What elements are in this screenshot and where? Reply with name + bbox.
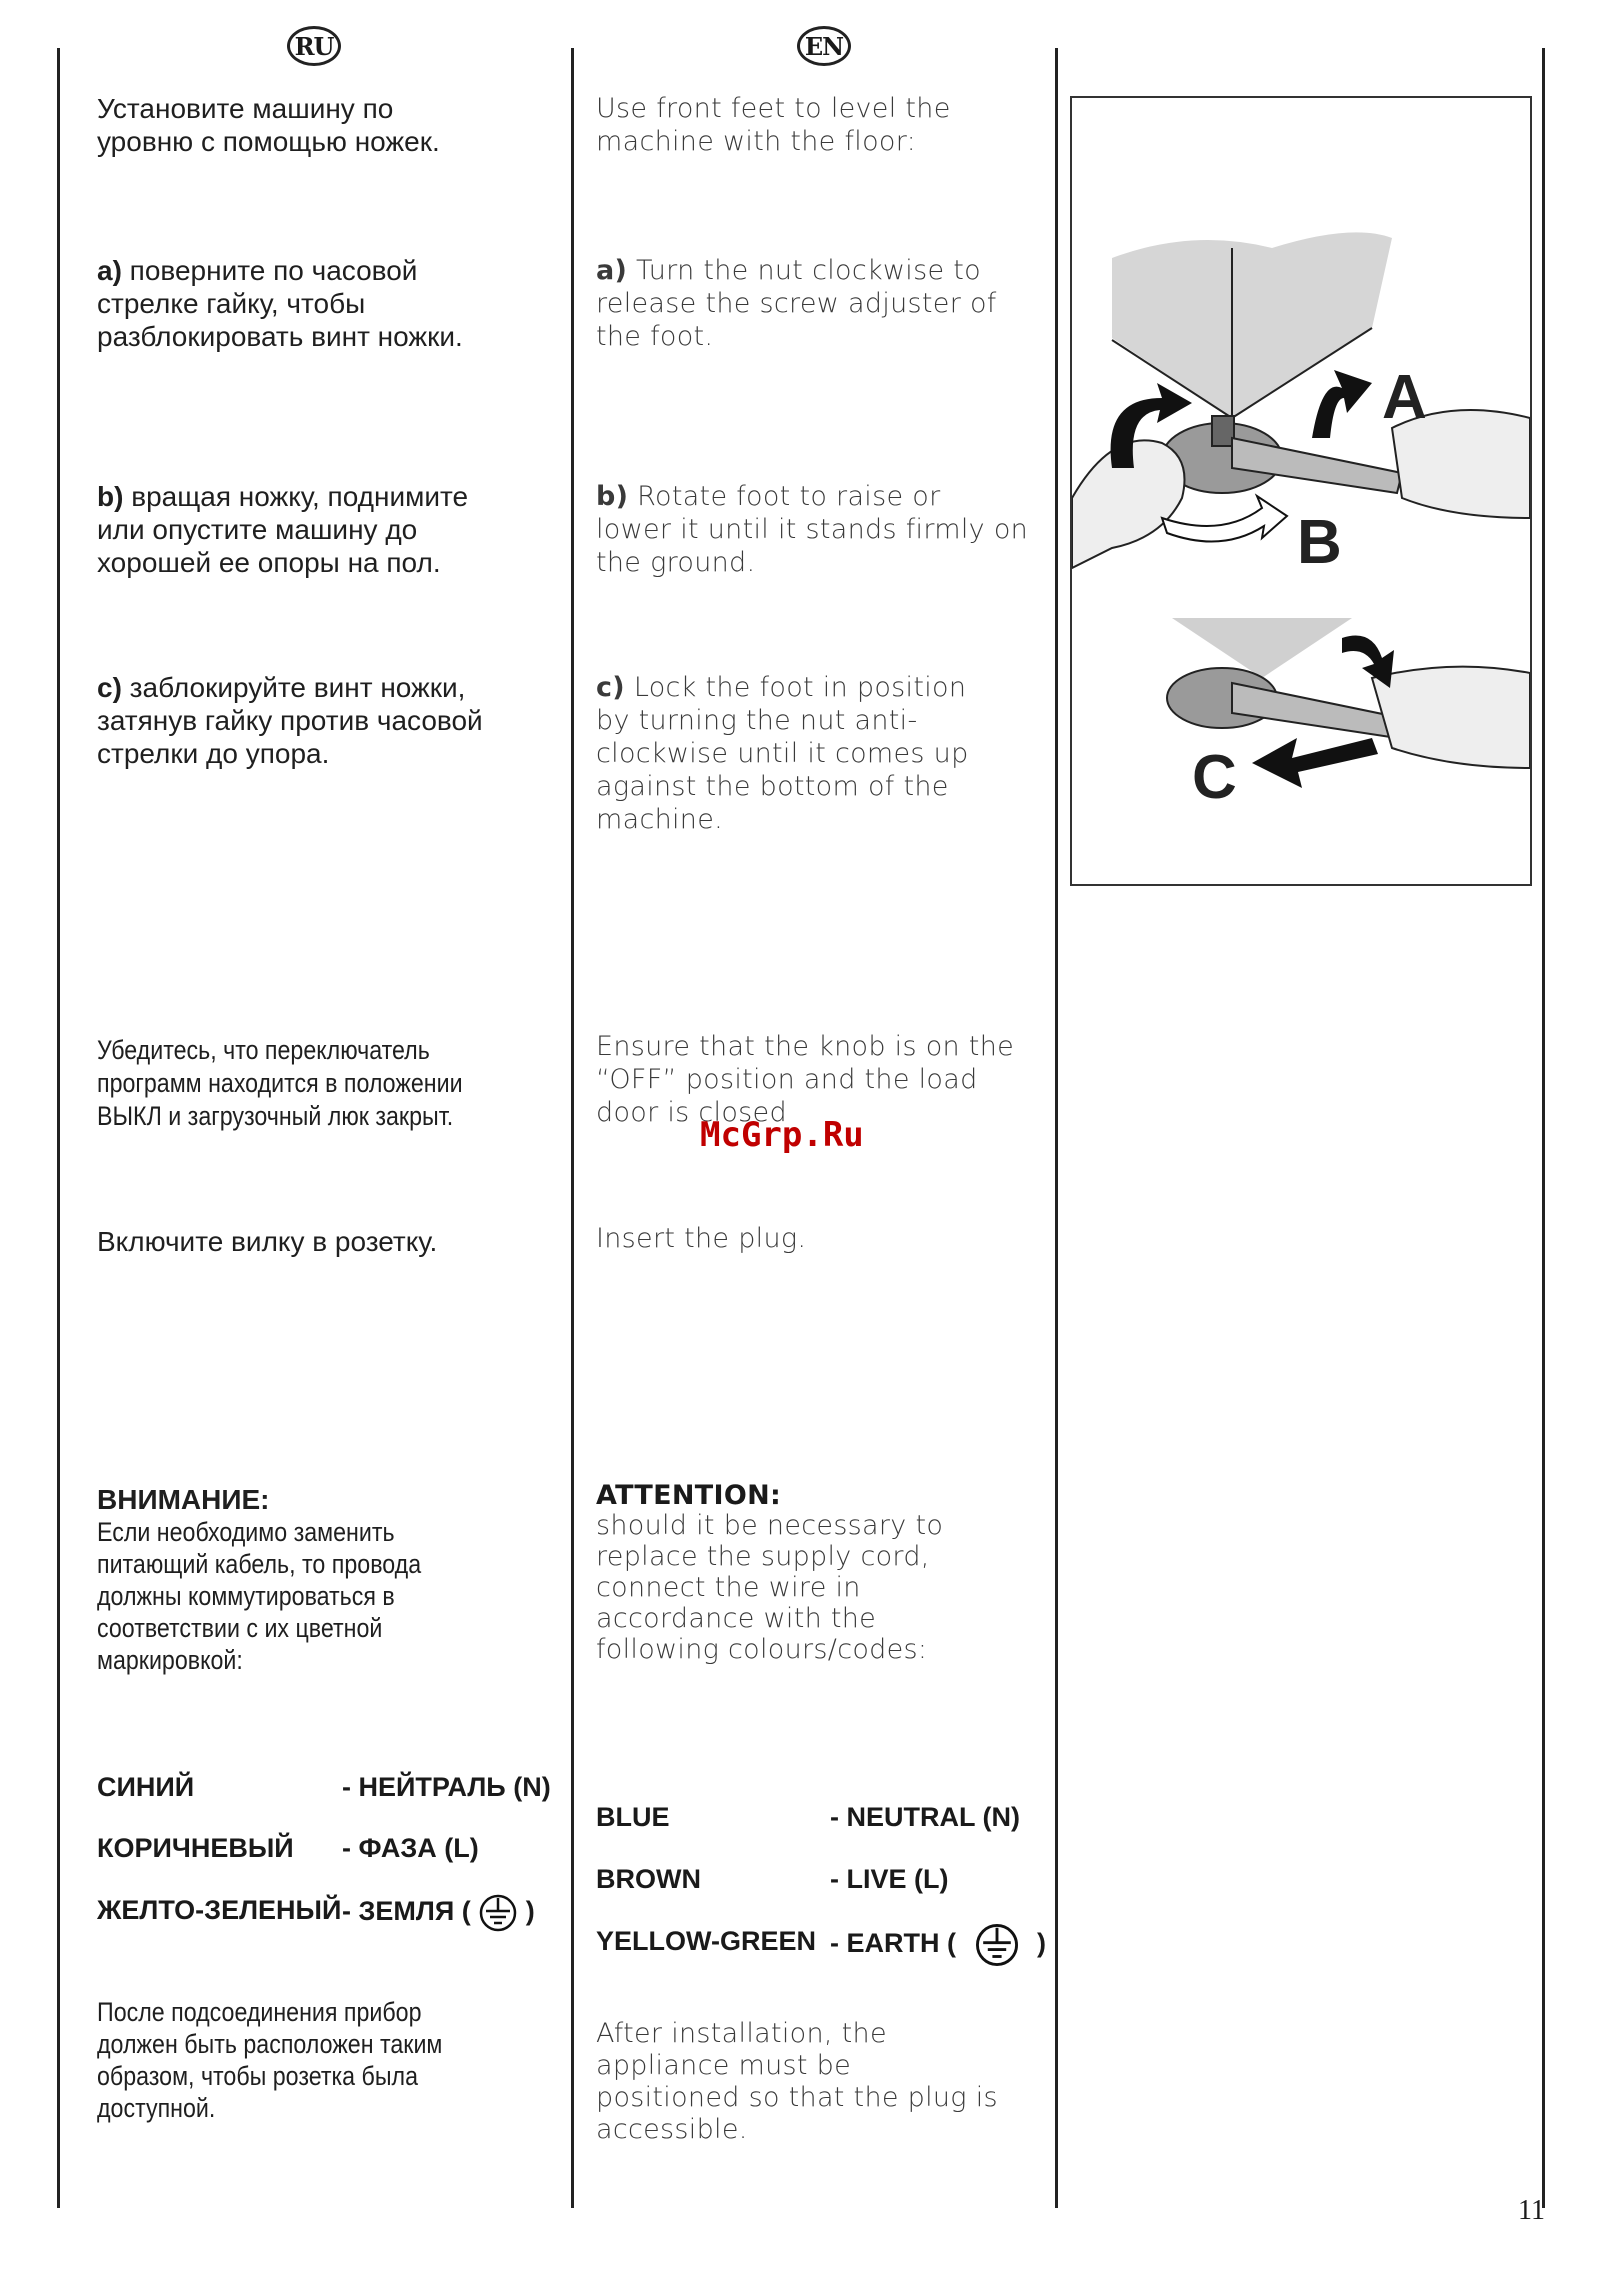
ru-level-text: Установите машину по уровню с помощью ножек. [97, 93, 440, 157]
en-after-text: After installation, the appliance must be positioned so that the plug is accessible. [596, 2018, 998, 2145]
ru-wire-row-brown [97, 1833, 294, 1864]
label-b: B [1297, 508, 1342, 577]
ru-wire-color: КОРИЧНЕВЫЙ [97, 1833, 294, 1863]
en-step-b-label: b) [596, 481, 629, 512]
en-level-text: Use front feet to level the machine with the floor: [596, 93, 951, 157]
right-hand-lower-shape [1372, 667, 1530, 768]
ru-step-a-label: a) [97, 255, 122, 286]
ru-wire-code-brown: - ФАЗА (L) [342, 1833, 479, 1863]
earth-icon [974, 1922, 1020, 1968]
en-knob-text: Ensure that the knob is on the “OFF” position and the load door is closed [596, 1031, 1015, 1128]
watermark: McGrp.Ru [700, 1115, 864, 1155]
ru-wire-code-blue: - НЕЙТРАЛЬ (N) [342, 1772, 551, 1802]
en-wire-code-blue: - NEUTRAL (N) [830, 1802, 1020, 1832]
label-c: C [1192, 743, 1237, 812]
en-wire-code-brown: - LIVE (L) [830, 1864, 949, 1894]
en-language-badge [797, 26, 851, 66]
en-wire-code-yellowgreen [830, 1922, 1046, 1968]
ru-step-c-label: c) [97, 672, 122, 703]
en-step-c [596, 671, 1066, 836]
en-wire-row-brown [596, 1864, 701, 1895]
ru-wire-close: ) [525, 1896, 535, 1927]
en-step-a [596, 254, 1066, 353]
rotation-arrow-right [1312, 370, 1372, 438]
middle-column-rule [571, 48, 574, 2208]
ru-wire-color: ЖЕЛТО-ЗЕЛЕНЫЙ [97, 1895, 342, 1925]
en-wire-code: - EARTH ( [830, 1928, 956, 1959]
en-badge-text: EN [804, 31, 844, 61]
ru-step-b [97, 480, 557, 579]
en-wire-close: ) [1037, 1928, 1047, 1959]
lock-arrow-shape [1252, 738, 1378, 788]
page-number: 11 [1518, 2195, 1545, 2226]
ru-step-a [97, 254, 557, 353]
ru-wire-color: СИНИЙ [97, 1772, 195, 1802]
ru-language-badge [287, 26, 341, 66]
en-step-b [596, 480, 1066, 579]
en-step-c-text: Lock the foot in position by turning the nut anti- clockwise until it comes up against the bottom of the machine. [596, 672, 969, 835]
en-wire-row-yellowgreen [596, 1926, 816, 1957]
en-attention-title: ATTENTION: [596, 1480, 782, 1511]
ru-step-a-text: поверните по часовой стрелке гайку, чтобы разблокировать винт ножки. [97, 255, 463, 352]
foot-adjustment-illustration [1070, 96, 1532, 886]
ru-step-c-text: заблокируйте винт ножки, затянув гайку против часовой стрелки до упора. [97, 672, 483, 769]
ru-plug-text: Включите вилку в розетку. [97, 1226, 438, 1257]
ru-badge-text: RU [294, 31, 334, 61]
raise-arrow-shape [1162, 496, 1287, 542]
en-wire-row-blue [596, 1802, 670, 1833]
en-attention-text: should it be necessary to replace the supply cord, connect the wire in accordance with the following colours/codes: [596, 1510, 944, 1665]
ru-knob-text: Убедитесь, что переключатель программ находится в положении ВЫКЛ и загрузочный люк закрыт. [97, 1035, 463, 1131]
ru-attention-text: Если необходимо заменить питающий кабель, то провода должны коммутироваться в соответствии с их цветной маркировкой: [97, 1517, 422, 1675]
ru-step-c [97, 671, 557, 770]
outer-column-rule [1542, 48, 1545, 2208]
ru-attention-title: ВНИМАНИЕ: [97, 1484, 270, 1515]
label-a: A [1382, 363, 1427, 432]
en-step-b-text: Rotate foot to raise or lower it until it stands firmly on the ground. [596, 481, 1029, 578]
en-step-c-label: c) [596, 672, 625, 703]
left-column-rule [57, 48, 60, 2208]
en-plug-text: Insert the plug. [596, 1223, 807, 1254]
ru-step-b-label: b) [97, 481, 124, 512]
en-step-a-text: Turn the nut clockwise to release the screw adjuster of the foot. [596, 255, 997, 352]
foot-adjustment-drawing [1072, 98, 1530, 884]
en-wire-color: BROWN [596, 1864, 701, 1894]
ru-wire-row-yellowgreen [97, 1895, 341, 1926]
ru-wire-code: - ЗЕМЛЯ ( [342, 1896, 471, 1927]
en-step-a-label: a) [596, 255, 628, 286]
en-wire-color: YELLOW-GREEN [596, 1926, 816, 1956]
lock-arrow-upper-shape [1342, 636, 1394, 689]
ru-step-b-text: вращая ножку, поднимите или опустите машину до хорошей ее опоры на пол. [97, 481, 469, 578]
ru-wire-row-blue [97, 1772, 194, 1803]
earth-icon [478, 1893, 518, 1933]
ru-after-text: После подсоединения прибор должен быть расположен таким образом, чтобы розетка была доступной. [97, 1997, 443, 2123]
en-wire-color: BLUE [596, 1802, 670, 1832]
ru-wire-code-yellowgreen [342, 1893, 535, 1933]
